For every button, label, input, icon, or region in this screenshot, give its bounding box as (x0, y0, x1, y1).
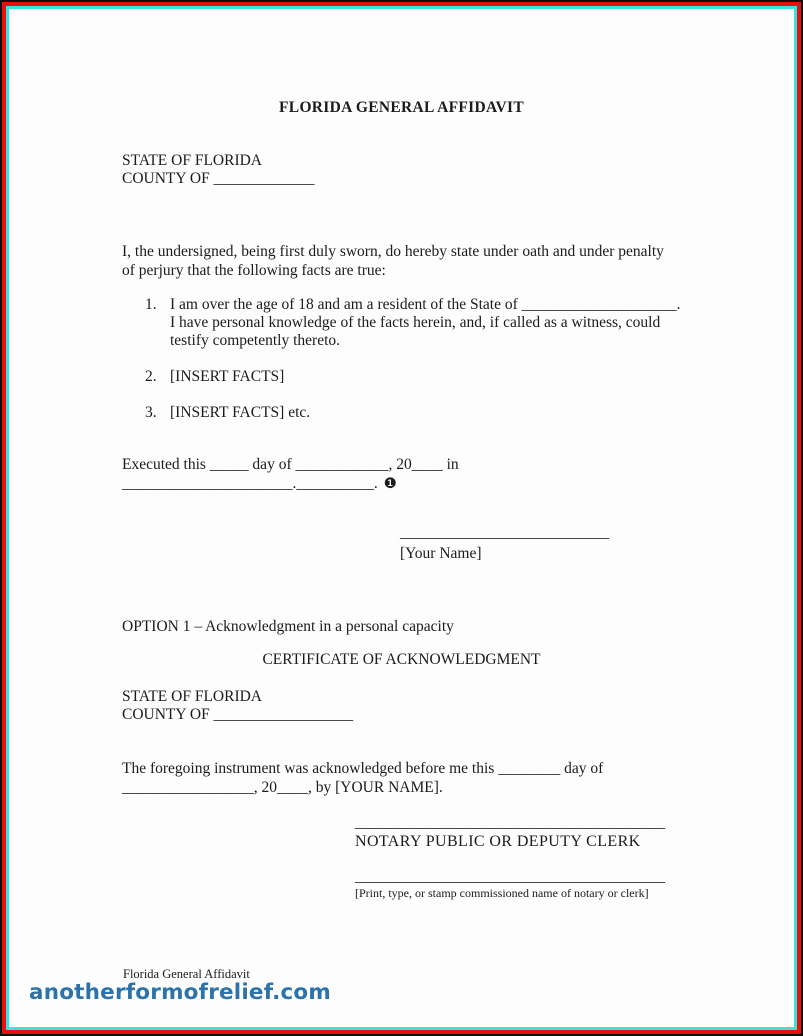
fact-line: testify competently thereto. (170, 332, 341, 349)
fact-number: 1. (145, 296, 157, 313)
oath-line: I, the undersigned, being first duly sworn, do hereby state under oath and under penalty (122, 243, 664, 260)
fact-number: 2. (145, 368, 157, 385)
county-blank-line: COUNTY OF __________________ (122, 706, 354, 723)
notary-signature-line: ________________________________________ (355, 814, 665, 831)
execution-line (122, 475, 459, 494)
oath-paragraph (122, 243, 664, 280)
signature-name-label: [Your Name] (400, 545, 482, 562)
state-line: STATE OF FLORIDA (122, 152, 262, 169)
fact-number: 3. (145, 404, 157, 421)
fact-text (170, 296, 681, 350)
venue-block (122, 152, 314, 188)
acknowledgment-venue-block (122, 688, 353, 724)
document-title: FLORIDA GENERAL AFFIDAVIT (279, 99, 524, 116)
watermark-site-name: anotherformofrelief.com (29, 980, 331, 1005)
notary-block (355, 814, 665, 901)
fact-text: [INSERT FACTS] etc. (170, 404, 311, 421)
fact-item-2 (145, 368, 284, 386)
option-heading: OPTION 1 – Acknowledgment in a personal capacity (122, 618, 454, 635)
acknowledgment-line: _________________, 20____, by [YOUR NAME]. (122, 778, 443, 796)
certificate-heading: CERTIFICATE OF ACKNOWLEDGMENT (262, 651, 541, 668)
execution-blanks: ______________________.__________. (122, 474, 378, 492)
acknowledgment-line: The foregoing instrument was acknowledged before me this ________ day of (122, 760, 604, 777)
footnote-one-icon: ❶ (383, 475, 397, 492)
fact-item-1 (145, 296, 681, 350)
fact-text: [INSERT FACTS] (170, 368, 285, 385)
affiant-signature-block (400, 524, 609, 563)
notary-name-line: ________________________________________ (355, 868, 665, 885)
fact-line: I am over the age of 18 and am a resident of the State of ____________________. (170, 296, 681, 313)
notary-title: NOTARY PUBLIC OR DEPUTY CLERK (355, 833, 641, 850)
execution-clause (122, 456, 459, 493)
county-blank-line: COUNTY OF _____________ (122, 170, 315, 187)
fact-line: I have personal knowledge of the facts herein, and, if called as a witness, could (170, 314, 661, 331)
state-line: STATE OF FLORIDA (122, 688, 262, 705)
signature-line: ___________________________ (400, 524, 610, 541)
acknowledgment-statement (122, 760, 603, 797)
footer-document-name: Florida General Affidavit (123, 967, 250, 981)
fact-item-3 (145, 404, 310, 422)
notary-instruction: [Print, type, or stamp commissioned name of notary or clerk] (355, 886, 649, 900)
execution-line: Executed this _____ day of ____________, 20____ in (122, 456, 459, 473)
oath-line: of perjury that the following facts are true: (122, 261, 386, 279)
